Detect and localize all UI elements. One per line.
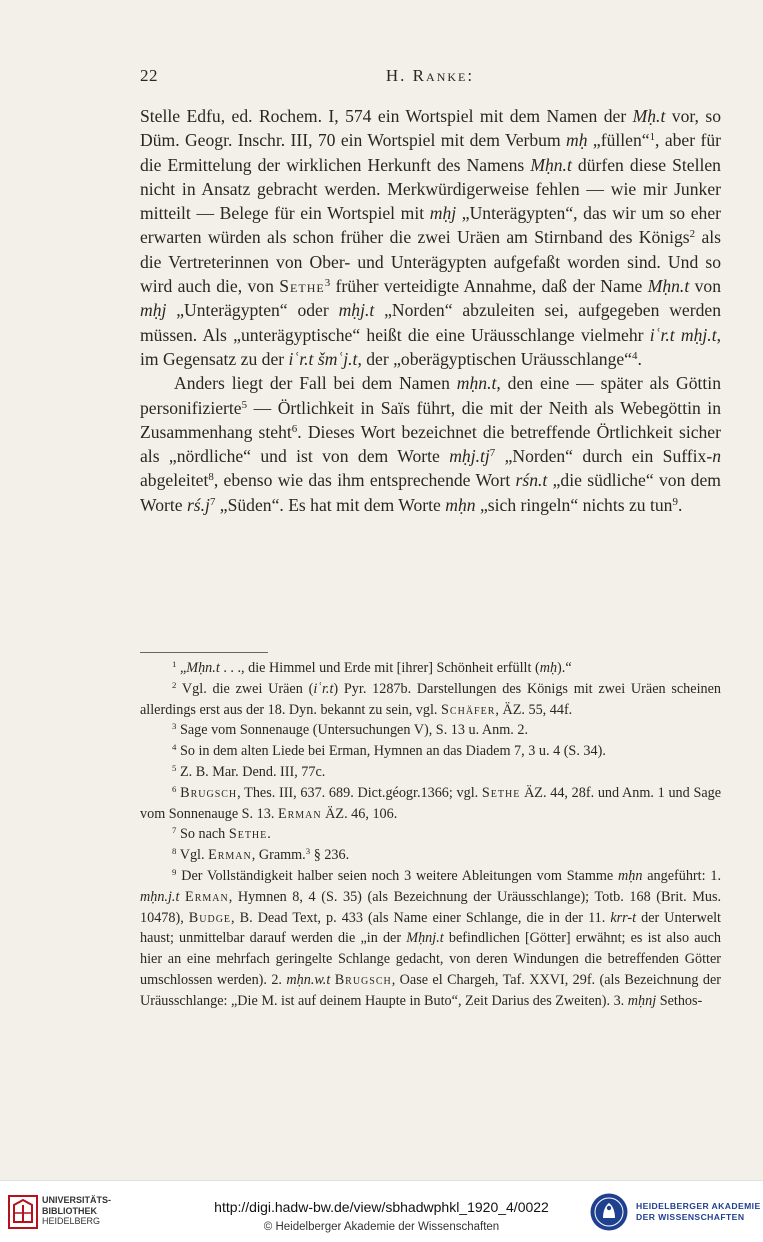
footnote-5: $^5$ Z. B. Mar. Dend. III, 77c. bbox=[172, 763, 326, 780]
footnote-ref-7: 7 bbox=[489, 447, 496, 460]
footnote-ref-8: 8 bbox=[208, 471, 214, 484]
paragraph-2: Anders liegt der Fall bei dem Namen mḥn.t, den eine — später als Göttin personifizierte$^5$ — Örtlichkeit in Saïs führt, die mit der Neith als Webegöttin in Zusammenhang steht$^6$. Dieses Wort bezeichnet die betreffende Örtlichkeit sicher als „nördliche“ und ist von dem Worte $mḥj.tj^7$ „Norden“ durch ein Suffix-n abgeleitet$^8$, ebenso wie das ihm entsprechende Wort rśn.t „die südliche“ von dem Worte $rś.j^7$ „Süden“. Es hat mit dem Worte mḥn „sich ringeln“ nichts zu tun$^9$. bbox=[140, 373, 721, 515]
footnote-1: $^1$ „Mḥn.t . . ., die Himmel und Erde mit [ihrer] Schönheit erfüllt (mḥ).“ bbox=[172, 659, 572, 676]
footnote-6: $^6$ Brugsch, Thes. III, 637. 689. Dict.géogr.1366; vgl. Sethe ÄZ. 44, 28f. und Anm. 1 und Sage vom Sonnenauge S. 13. Erman ÄZ. 46, 106. bbox=[140, 783, 722, 822]
footnote-ref-2: 2 bbox=[689, 228, 696, 241]
footnote-ref-9: 9 bbox=[672, 495, 678, 508]
footnote-7: $^7$ So nach Sethe. bbox=[172, 825, 271, 843]
footnote-rule bbox=[140, 652, 268, 653]
footnote-ref-1: 1 bbox=[649, 131, 656, 144]
page-number: 22 bbox=[140, 66, 158, 85]
running-author: H. Ranke: bbox=[385, 66, 475, 85]
viewer-footer bbox=[0, 1180, 763, 1242]
footnote-ref-5: 5 bbox=[241, 398, 248, 411]
footnote-ref-3: 3 bbox=[324, 277, 331, 290]
main-text bbox=[140, 104, 721, 517]
footnote-ref-4: 4 bbox=[631, 349, 638, 362]
footnote-8: $^8$ Vgl. Erman, Gramm.$^3$ § 236. bbox=[172, 846, 350, 864]
footnote-9: $^9$ Der Vollständigkeit halber seien noch 3 weitere Ableitungen vom Stamme mḥn angeführt: 1. mḥn.j.t Erman, Hymnen 8, 4 (S. 35) (als Bezeichnung der Uräusschlange); Totb. 168 (Brit. Mus. 10478), Budge, B. Dead Text, p. 433 (als Name einer Schlange, die in der 11. krr-t der Unterwelt haust; unmittelbar darauf werden die „in der Mḥnj.t befindlichen [Götter] erwähnt; es ist also auch hier an eine mehrfach geringelte Schlange gedacht, von deren Windungen die betreffenden Götter umschlossen werden). 2. mḥn.w.t Brugsch, Oase el Chargeh, Taf. XXVI, 29f. (als Bezeichnung der Uräusschlange: „Die M. ist auf deinem Haupte in Buto“, Zeit Darius des Zweiten). 3. mḥnj Sethos- bbox=[140, 867, 722, 1009]
academy-name: HEIDELBERGER AKADEMIE DER WISSENSCHAFTEN bbox=[636, 1201, 761, 1222]
footnote-3: $^3$ Sage vom Sonnenauge (Untersuchungen V), S. 13 u. Anm. 2. bbox=[172, 721, 529, 739]
footnotes bbox=[140, 658, 721, 1012]
footnote-4: $^4$ So in dem alten Liede bei Erman, Hymnen an das Diadem 7, 3 u. 4 (S. 34). bbox=[172, 742, 606, 760]
footnote-ref-7b: 7 bbox=[209, 495, 216, 508]
footnote-ref-6: 6 bbox=[291, 422, 298, 435]
footnote-2: $^2$ Vgl. die zwei Uräen (iʿr.t) Pyr. 1287b. Darstellungen des Königs mit zwei Uräen scheinen allerdings erst aus der 18. Dyn. bekannt zu sein, vgl. Schäfer, ÄZ. 55, 44f. bbox=[140, 679, 721, 718]
page-url[interactable]: http://digi.hadw-bw.de/view/sbhadwphkl_1920_4/0022 bbox=[214, 1199, 549, 1215]
paragraph-1: Stelle Edfu, ed. Rochem. I, 574 ein Wortspiel mit dem Namen der Mḥ.t vor, so Düm. Geogr. Inschr. III, 70 ein Wortspiel mit dem Verbum mḥ „füllen“$^1$, aber für die Ermittelung der wirklichen Herkunft des Namens Mḥn.t dürfen diese Stellen nicht in Ansatz gebracht werden. Merkwürdigerweise fehlen — wie mir Junker mitteilt — Belege für ein Wortspiel mit mḥj „Unterägypten“, das wir um so eher erwarten würden als schon früher die zwei Uräen am Stirnband des Königs$^2$ als die Vertreterinnen von Ober- und Unterägypten aufgefaßt worden sind. Und so wird auch die, von Sethe$^3$ früher verteidigte Annahme, daß der Name Mḥn.t von mḥj „Unterägypten“ oder mḥj.t „Norden“ abzuleiten sei, aufgegeben werden müssen. Als „unterägyptische“ heißt die eine Uräusschlange vielmehr iʿr.t mḥj.t, im Gegensatz zu der iʿr.t šmʿj.t, der „oberägyptischen Uräusschlange“$^4$. bbox=[140, 106, 721, 369]
academy-seal-icon[interactable] bbox=[589, 1192, 629, 1232]
copyright-notice: © Heidelberger Akademie der Wissenschaften bbox=[263, 1221, 500, 1233]
running-header bbox=[140, 66, 720, 90]
library-name: UNIVERSITÄTS- BIBLIOTHEK HEIDELBERG bbox=[42, 1195, 112, 1226]
